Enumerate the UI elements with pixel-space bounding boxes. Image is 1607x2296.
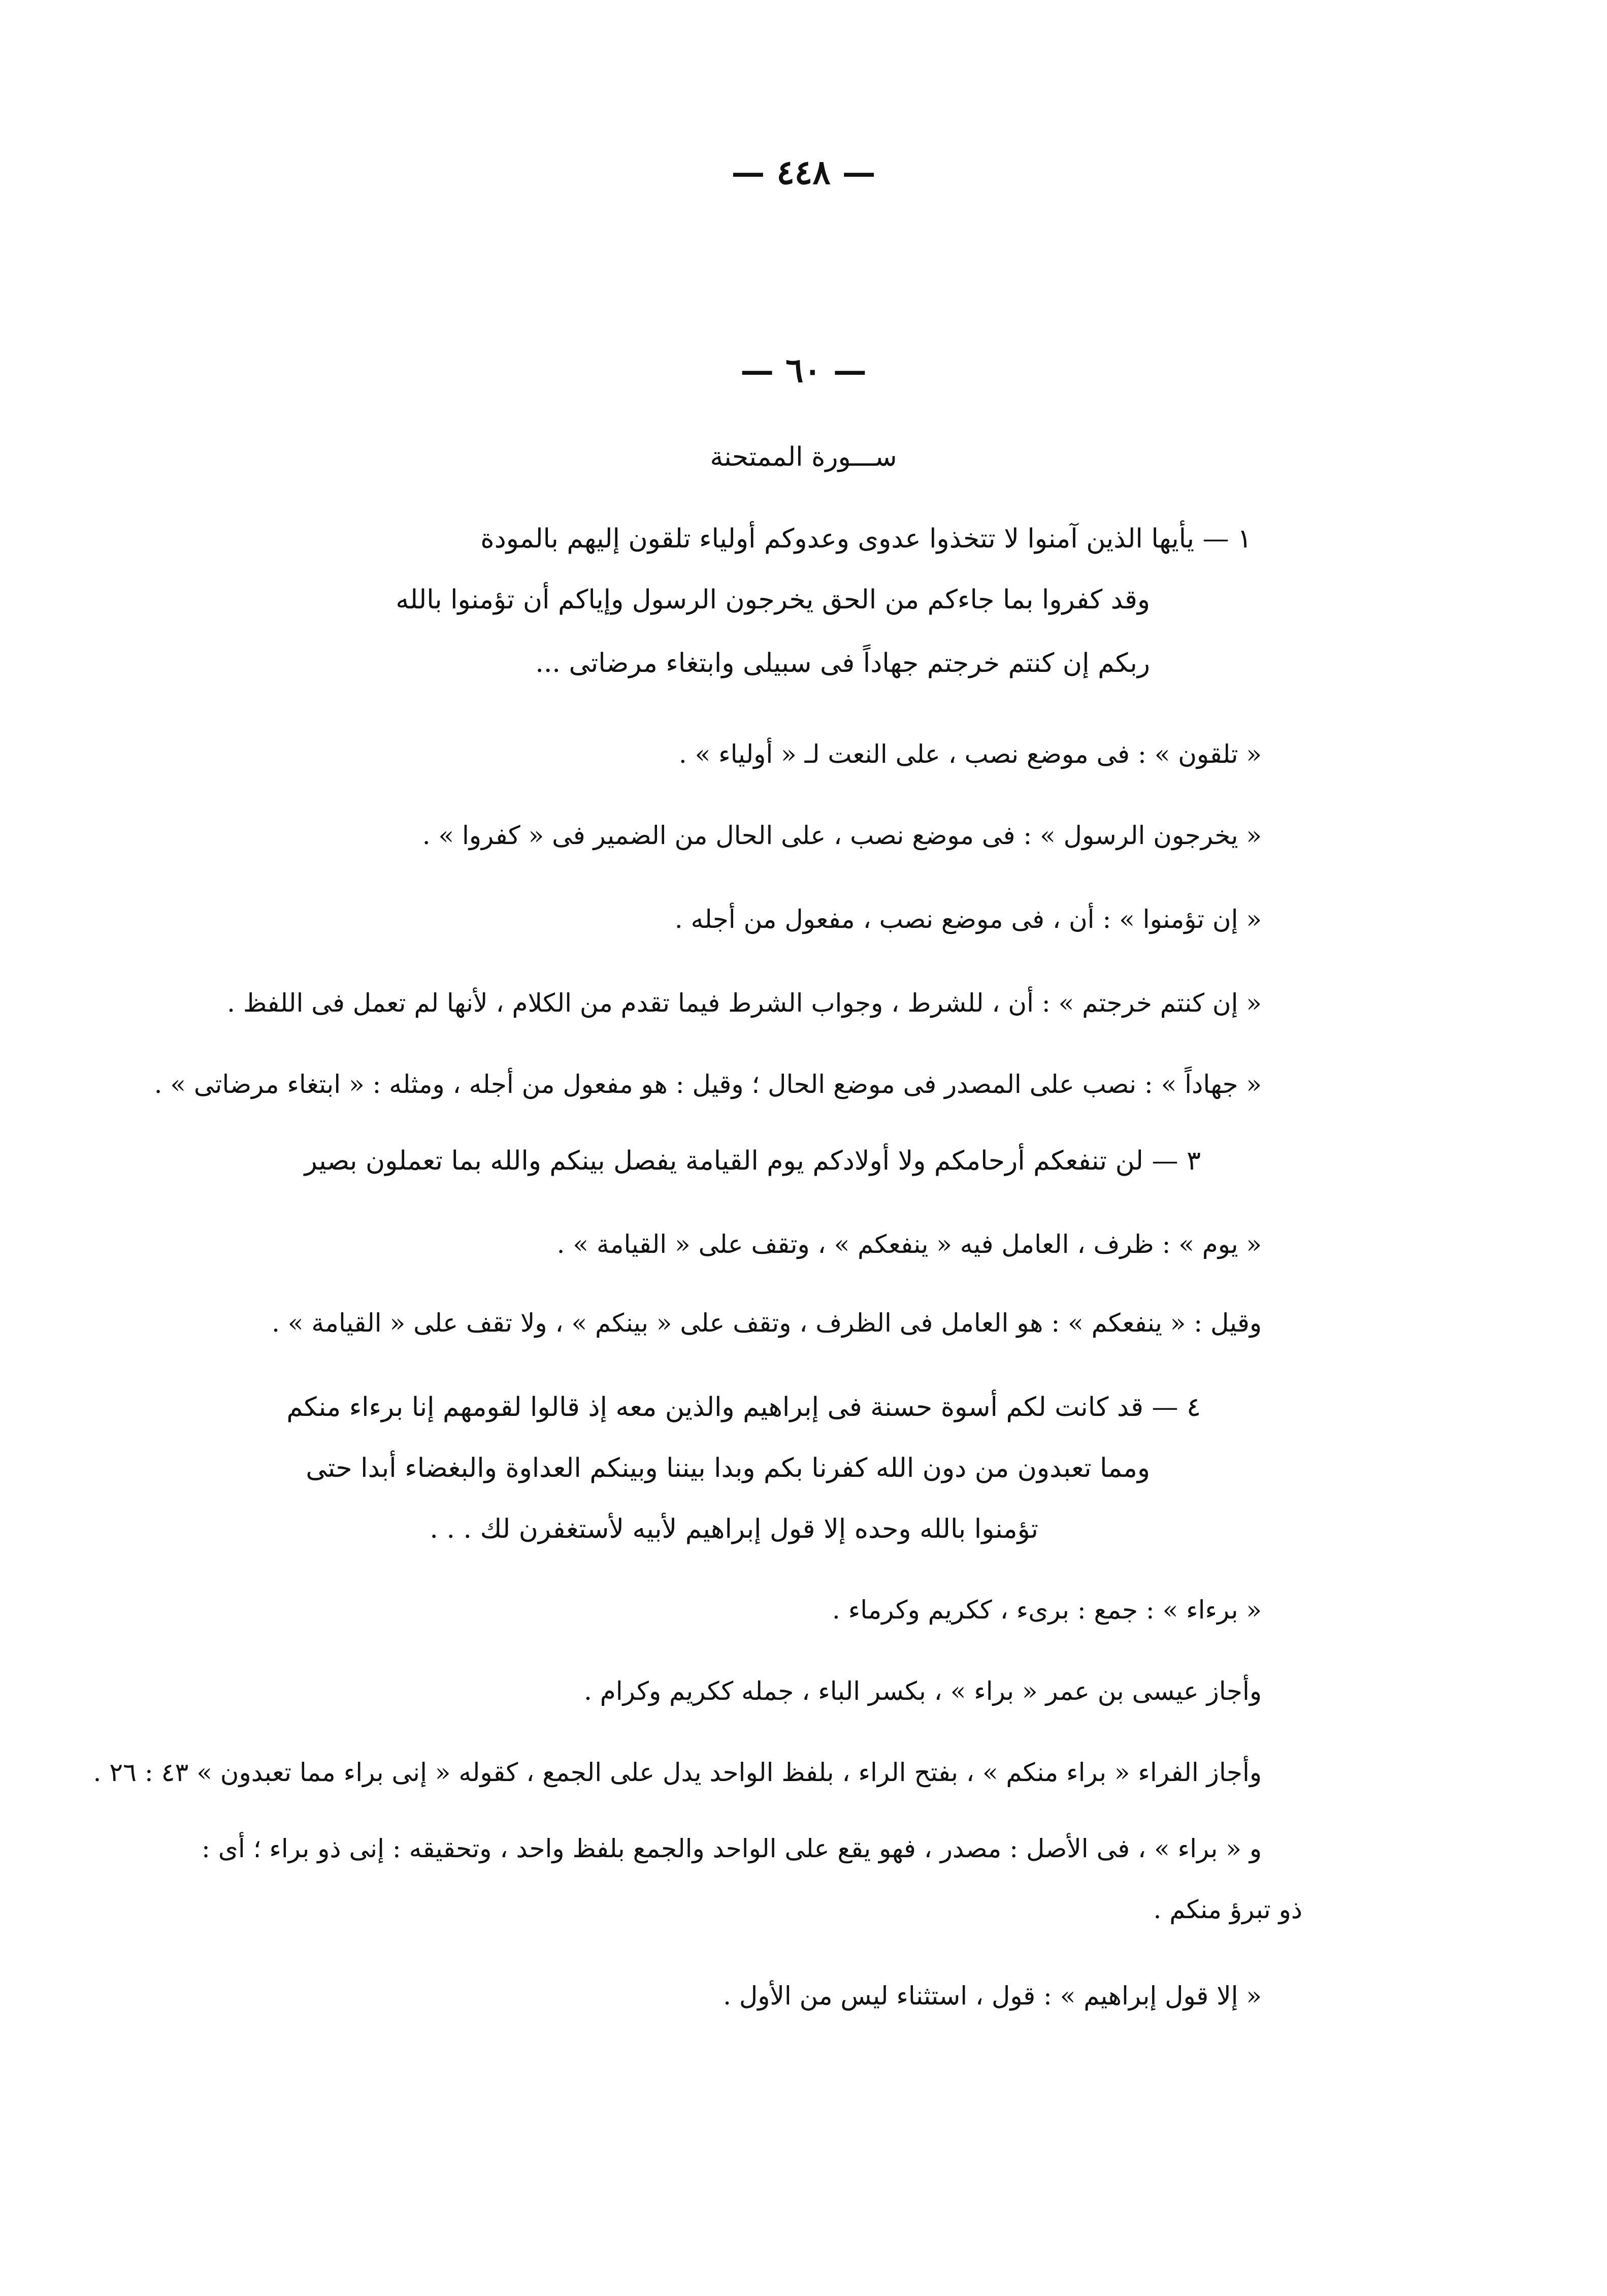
note-in-kuntum: « إن كنتم خرجتم » : أن ، للشرط ، وجواب الشرط فيما تقدم من الكلام ، لأنها لم تعمل فى اللفظ . <box>227 988 1262 1018</box>
verse-4-line-1: ٤ — قد كانت لكم أسوة حسنة فى إبراهيم والذين معه إذ قالوا لقومهم إنا برءاء منكم <box>286 1392 1201 1422</box>
page-number: — ٤٤٨ — <box>731 152 876 192</box>
note-in-tuminu: « إن تؤمنوا » : أن ، فى موضع نصب ، مفعول من أجله . <box>674 904 1262 934</box>
verse-1-line-3: ربكم إن كنتم خرجتم جهاداً فى سبيلى وابتغاء مرضاتى ... <box>535 648 1150 678</box>
verse-4-line-2: ومما تعبدون من دون الله كفرنا بكم وبدا بيننا وبينكم العداوة والبغضاء أبدا حتى <box>306 1453 1150 1483</box>
verse-3-line-1: ٣ — لن تنفعكم أرحامكم ولا أولادكم يوم القيامة يفصل بينكم والله بما تعملون بصير <box>304 1146 1201 1176</box>
verse-1-line-2: وقد كفروا بما جاءكم من الحق يخرجون الرسول وإياكم أن تؤمنوا بالله <box>396 585 1150 615</box>
note-isa-ibn-umar: وأجاز عيسى بن عمر « براء » ، بكسر الباء ، جمله ككريم وكرام . <box>583 1676 1262 1706</box>
section-number: — ٦٠ — <box>740 350 867 390</box>
note-al-farra: وأجاز الفراء « براء منكم » ، بفتح الراء ، بلفظ الواحد يدل على الجمع ، كقوله « إنى براء مما تعبدون » ٤٣ : ٢٦ . <box>93 1758 1262 1787</box>
verse-4-line-3: تؤمنوا بالله وحده إلا قول إبراهيم لأبيه لأستغفرن لك . . . <box>430 1514 1038 1544</box>
note-jihadan: « جهاداً » : نصب على المصدر فى موضع الحال ؛ وقيل : هو مفعول من أجله ، ومثله : « ابتغاء مرضاتى » . <box>154 1070 1262 1099</box>
note-bara-origin-cont: ذو تبرؤ منكم . <box>1153 1895 1302 1924</box>
verse-1-line-1: ١ — يأيها الذين آمنوا لا تتخذوا عدوى وعدوكم أولياء تلقون إليهم بالمودة <box>480 524 1252 554</box>
note-yukhrijun: « يخرجون الرسول » : فى موضع نصب ، على الحال من الضمير فى « كفروا » . <box>422 821 1262 850</box>
surah-title: ســـورة الممتحنة <box>710 442 897 472</box>
note-talqun: « تلقون » : فى موضع نصب ، على النعت لـ « أولياء » . <box>678 739 1262 769</box>
note-yanfaukum: وقيل : « ينفعكم » : هو العامل فى الظرف ، وتقف على « بينكم » ، ولا تقف على « القيامة » . <box>272 1308 1262 1338</box>
note-bara-origin: و « براء » ، فى الأصل : مصدر ، فهو يقع على الواحد والجمع بلفظ واحد ، وتحقيقه : إنى ذو براء ؛ أى : <box>201 1834 1262 1863</box>
note-buraa: « برءاء » : جمع : برىء ، ككريم وكرماء . <box>832 1595 1262 1625</box>
note-yawm: « يوم » : ظرف ، العامل فيه « ينفعكم » ، وتقف على « القيامة » . <box>556 1230 1262 1259</box>
note-illa-qawl: « إلا قول إبراهيم » : قول ، استثناء ليس من الأول . <box>723 1981 1262 2011</box>
